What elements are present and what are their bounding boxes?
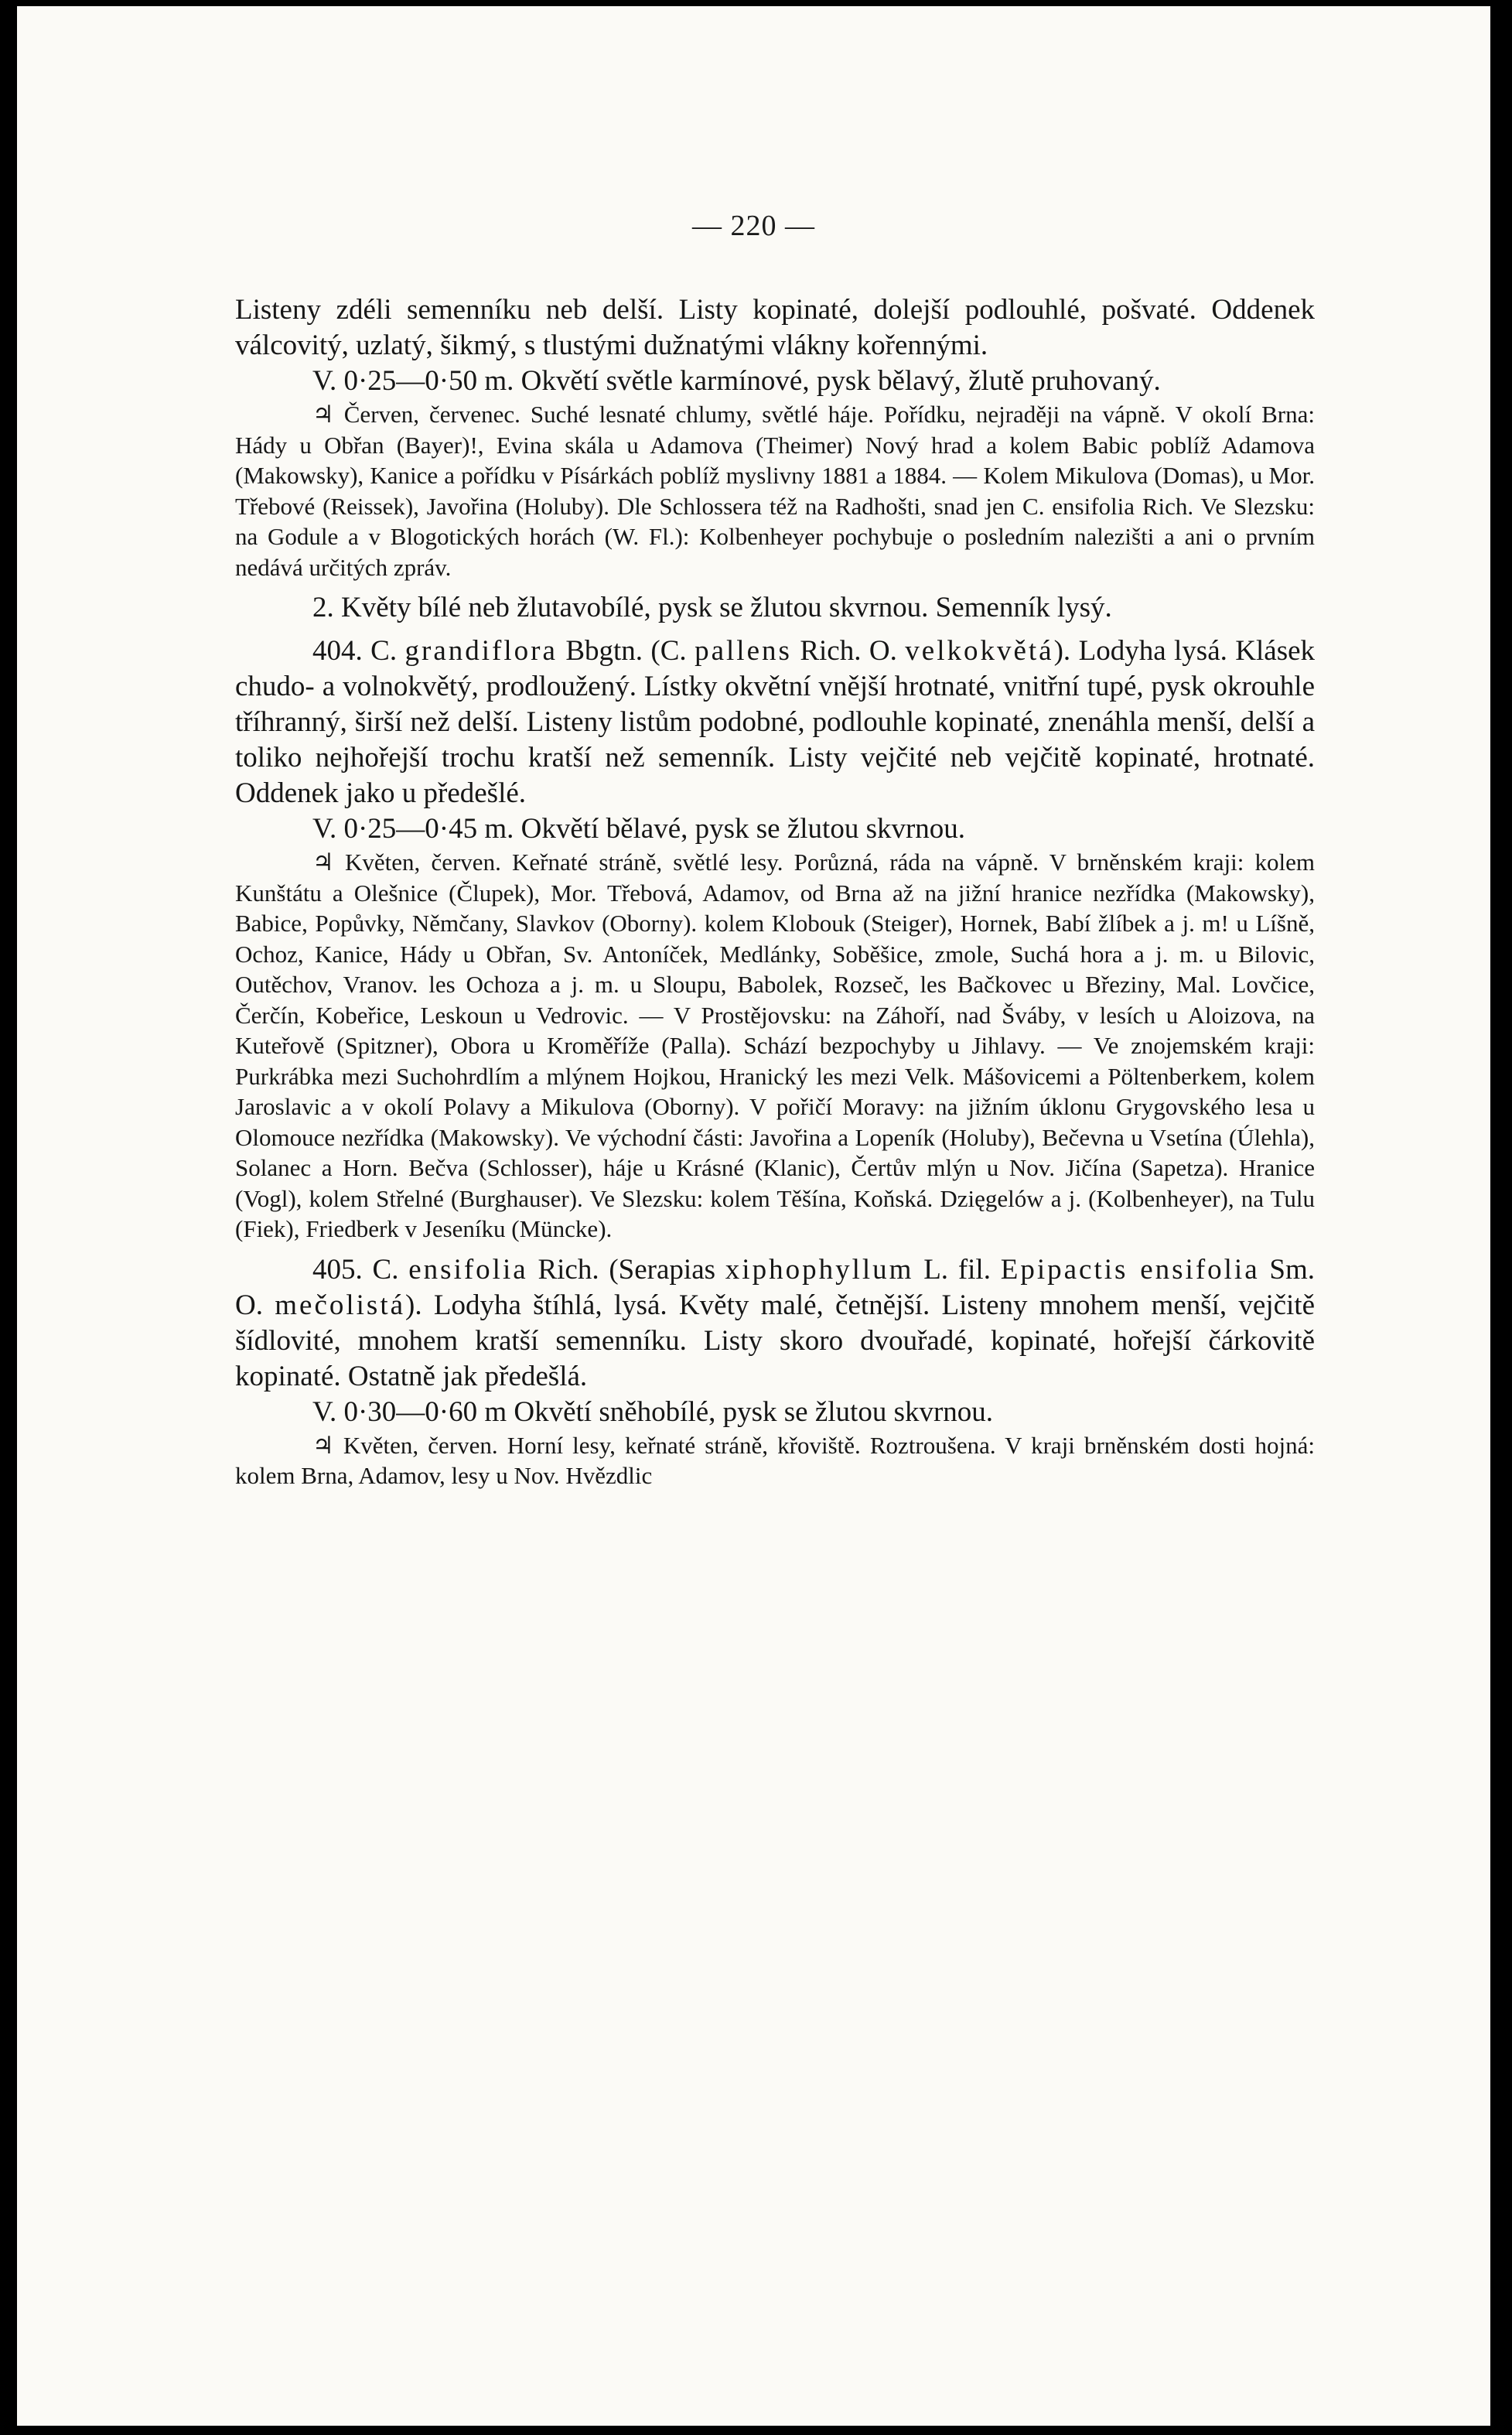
synonym-author: Rich. O. [800,635,897,667]
species-author: Rich. (Serapias [538,1253,716,1286]
species-405 [235,1252,1315,1395]
paragraph-9: V. 0·30—0·60 m Okvětí sněhobílé, pysk se žlutou skvrnou. [312,1395,994,1428]
book-page [17,6,1490,2426]
synonym: pallens [695,635,792,667]
paragraph-7: ♃ Květen, červen. Keřnaté stráně, světlé lesy. Porůzná, ráda na vápně. V brněnském kraji: kolem Kunštátu a Olešnice (Člupek), Mor. Třebová, Adamov, od Brna až na jižní hranice nezřídka (Makowsky), Babice, Popůvky, Němčany, Slavkov (Oborny). kolem Klobouk (Steiger), Hornek, Babí žlíbek a j. m! u Líšně, Ochoz, Kanice, Hády u Obřan, Sv. Antoníček, Medlánky, Soběšice, zmole, Suchá hora a j. m. u Bilovic, Outěchov, Vranov. les Ochoza a j. m. u Sloupu, Babolek, Rozseč, les Bačkovec u Březiny, Mal. Lovčice, Čerčín, Kobeřice, Leskoun u Vedrovic. — V Prostějovsku: na Záhoří, nad Šváby, v lesích u Aloizova, na Kuteřově (Spitzner), Obora u Kroměříže (Palla). Schází bezpochyby u Jihlavy. — Ve znojemském kraji: Purkrábka mezi Suchohrdlím a mlýnem Hojkou, Hranický les mezi Velk. Mášovicemi a Pöltenberkem, kolem Jaroslavic a v okolí Polavy a Mikulova (Oborny). V pořičí Moravy: na jižním úklonu Grygovského lesa u Olomouce nezřídka (Makowsky). Ve východní části: Javořina a Lopeník (Holuby), Bečevna u Vsetína (Úlehla), Solanec a Horn. Bečva (Schlosser), háje u Krásné (Klanic), Čertův mlýn u Nov. Jičína (Sapetza). Hranice (Vogl), kolem Střelné (Burghauser). Ve Slezsku: kolem Těšína, Koňská. Dzięgelów a j. (Kolbenheyer), na Tulu (Fiek), Friedberk v Jeseníku (Müncke). [235,849,1315,1242]
species-number: 404. C. [312,635,398,667]
synonym-author: L. fil. [923,1253,991,1286]
paragraph-6: V. 0·25—0·45 m. Okvětí bělavé, pysk se žlutou skvrnou. [312,813,966,845]
genus-synonym: Epipactis ensifolia [1000,1253,1260,1286]
species-author: Bbgtn. (C. [565,635,687,667]
species-description: ). Lodyha štíhlá, lysá. Květy malé, četnější. Listeny mnohem menší, vejčitě šídlovité, mnohem kratší semenníku. Listy skoro dvouřadé, kopinaté, hořejší čárkovitě kopinaté. Ostatně jak předešlá. [235,1289,1316,1392]
body-text [235,292,1315,1491]
genus-author: Sm. O. [235,1253,1316,1321]
paragraph-4: 2. Květy bílé neb žlutavobílé, pysk se žlutou skvrnou. Semenník lysý. [312,592,1112,623]
species-description: ). Lodyha lysá. Klásek chudo- a volnokvětý, prodloužený. Lístky okvětní vnější hrotnaté, vnitřní tupé, pysk okrouhle tříhranný, širší než delší. Listeny listům podobné, podlouhle kopinaté, znenáhla menší, delší a toliko nejhořejší trochu kratší než semenník. Listy vejčité neb vejčitě kopinaté, hrotnaté. Oddenek jako u předešlé. [235,635,1316,809]
paragraph-1: Listeny zdéli semenníku neb delší. Listy kopinaté, dolejší podlouhlé, pošvaté. Oddenek válcovitý, uzlatý, šikmý, s tlustými dužnatými vlákny kořennými. [235,294,1315,361]
synonym: xiphophyllum [725,1253,914,1286]
species-name: grandiflora [404,635,558,667]
czech-name: velkokvětá [905,635,1054,667]
species-name: ensifolia [408,1253,528,1286]
species-number: 405. C. [312,1253,399,1286]
paragraph-3: ♃ Červen, červenec. Suché lesnaté chlumy, světlé háje. Pořídku, nejraději na vápně. V okolí Brna: Hády u Obřan (Bayer)!, Evina skála u Adamova (Theimer) Nový hrad a kolem Babic poblíž Adamova (Makowsky), Kanice a pořídku v Písárkách poblíž myslivny 1881 a 1884. — Kolem Mikulova (Domas), u Mor. Třebové (Reissek), Javořina (Holuby). Dle Schlossera též na Radhošti, snad jen C. ensifolia Rich. Ve Slezsku: na Godule a v Blogotických horách (W. Fl.): Kolbenheyer pochybuje o posledním nalezišti a ani o prvním nedává určitých zpráv. [235,401,1315,581]
species-404 [235,634,1315,811]
page-number: — 220 — [692,210,815,242]
czech-name: mečolistá [275,1289,406,1321]
paragraph-2: V. 0·25—0·50 m. Okvětí světle karmínové, pysk bělavý, žlutě pruhovaný. [312,365,1161,397]
paragraph-10: ♃ Květen, červen. Horní lesy, keřnaté stráně, křoviště. Roztroušena. V kraji brněnském dosti hojná: kolem Brna, Adamov, lesy u Nov. Hvězdlic [235,1431,1315,1489]
